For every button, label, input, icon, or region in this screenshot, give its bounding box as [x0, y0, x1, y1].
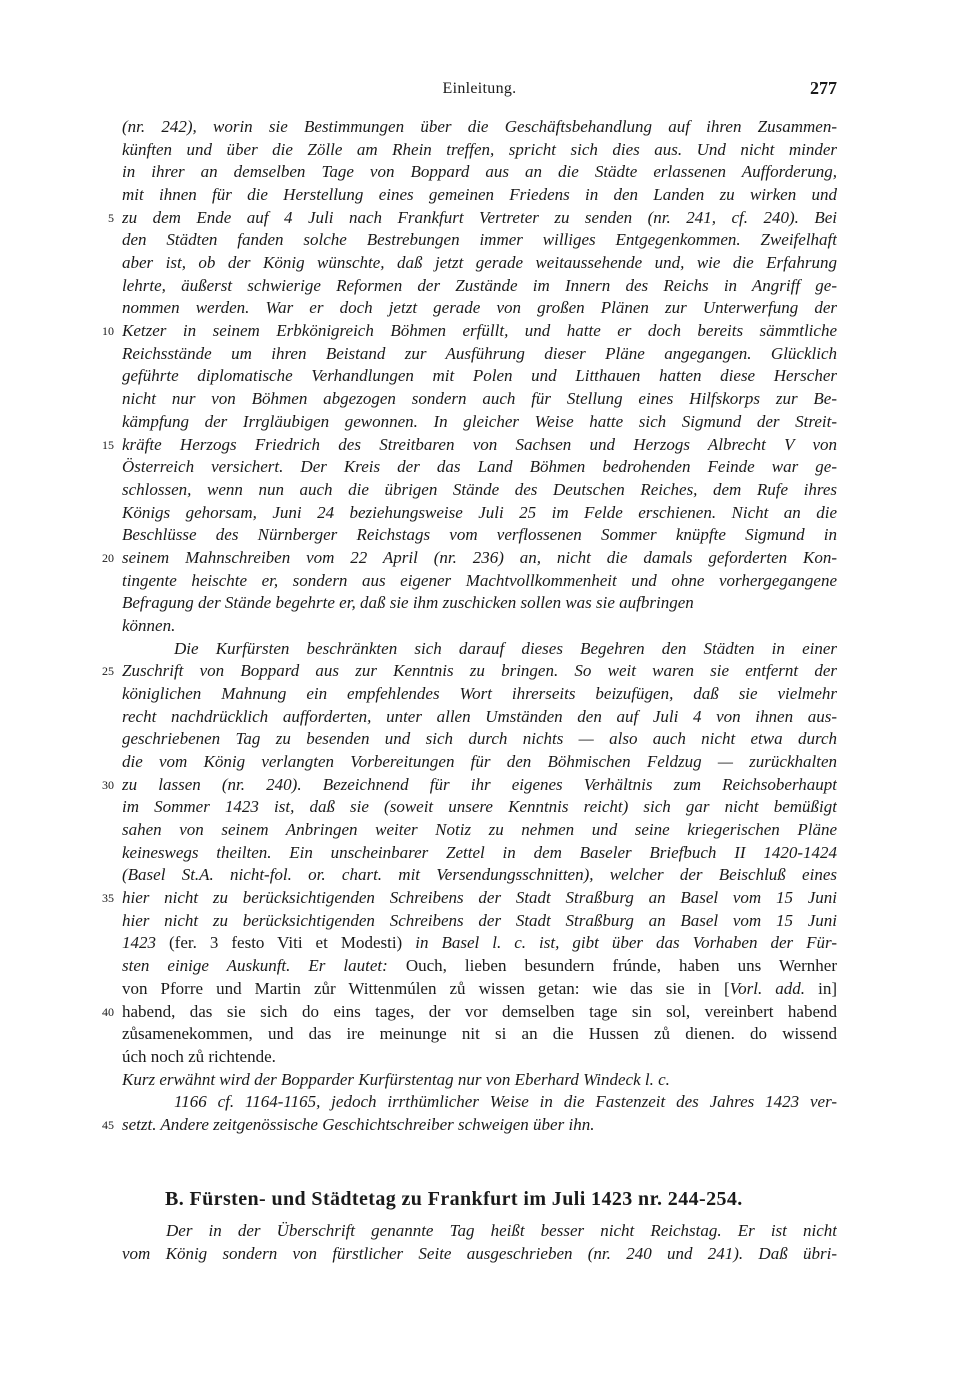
text-line: (nr. 242), worin sie Bestimmungen über die Geschäftsbehandlung auf ihren Zusammen-: [122, 117, 837, 136]
line-number: 10: [102, 324, 114, 339]
text-run: (fer. 3 festo Viti et Modesti): [156, 933, 416, 953]
text-run: in]: [805, 978, 837, 998]
line-number: 5: [108, 210, 114, 225]
text-line: habend, das sie sich do eins tages, der vor demselben tage sin sol, vereinbert habend: [122, 1001, 837, 1021]
text-line: zu lassen (nr. 240). Bezeichnend für ihr eigenes Verhältnis zum Reichsoberhaupt: [122, 774, 837, 794]
text-line: keineswegs theilten. Ein unscheinbarer Zettel in dem Baseler Briefbuch II 1420-1424: [122, 842, 837, 862]
text-line: künften und über die Zölle am Rhein treffen, spricht sich dies aus. Und nicht minder: [122, 139, 837, 159]
text-run: sten einige Auskunft. Er lautet:: [122, 956, 406, 976]
text-line: [122, 977, 837, 1000]
section-text-line: Der in der Überschrift genannte Tag heißt besser nicht Reichstag. Er ist nicht: [166, 1221, 837, 1240]
text-line: [122, 909, 837, 932]
text-line: úch noch zů richtende.: [122, 1046, 276, 1066]
text-line: nommen werden. War er doch jetzt gerade von großen Plänen zur Unterwerfung der: [122, 298, 837, 318]
section-heading: B. Fürsten- und Städtetag zu Frankfurt im Juli 1423 nr. 244-254.: [165, 1188, 743, 1210]
text-run: in Basel l. c. ist, gibt über das Vorhaben der Für-: [415, 933, 837, 953]
line-number: 40: [102, 1004, 114, 1019]
text-line: Königs gehorsam, Juni 24 beziehungsweise Juli 25 im Felde erschienen. Nicht an die: [122, 502, 837, 522]
text-line: aber ist, ob der König wünschte, daß jetzt gerade weitaussehende und, wie die Erfahrung: [122, 253, 837, 273]
text-line: mit ihnen für die Herstellung eines gemeinen Friedens in den Landen zu wirken und: [122, 185, 837, 205]
text-line: zu dem Ende auf 4 Juli nach Frankfurt Vertreter zu senden (nr. 241, cf. 240). Bei: [122, 207, 837, 227]
text-line: lehrte, äußerst schwierige Reformen der Zustände im Innern des Reichs in Angriff ge-: [122, 275, 837, 295]
text-line: hier nicht zu berücksichtigenden Schreibens der Stadt Straßburg an Basel vom 15 Juni: [122, 888, 837, 908]
line-number: 15: [102, 437, 114, 452]
text-line: schlossen, wenn nun auch die übrigen Stände des Deutschen Reiches, dem Rufe ihres: [122, 479, 837, 499]
text-line: in ihrer an demselben Tage von Boppard aus an die Städte erlassenen Aufforderung,: [122, 162, 837, 182]
running-header: [122, 80, 837, 106]
text-run: Ouch, lieben besundern frúnde, haben uns Wernher: [405, 956, 837, 976]
text-line: [122, 954, 837, 977]
text-run: hier nicht zu berücksichtigenden Schreibens der Stadt Straßburg an Basel vom 15 Juni: [122, 910, 837, 930]
section-text-line: vom König sondern von fürstlicher Seite ausgeschrieben (nr. 240 und 241). Daß übri-: [122, 1244, 837, 1263]
text-line: kräfte Herzogs Friedrich des Streitbaren von Sachsen und Herzogs Albrecht V von: [122, 434, 837, 454]
text-line: sahen von seinem Anbringen weiter Notiz zu nehmen und seine kriegerischen Pläne: [122, 820, 837, 840]
text-line: Zuschrift von Boppard aus zur Kenntnis zu bringen. So weit waren sie entfernt der: [122, 661, 837, 681]
line-number: 45: [102, 1117, 114, 1132]
text-run: Vorl. add.: [729, 978, 806, 998]
text-line: tingente heischte er, sondern aus eigener Machtvollkommenheit und ohne vorhergegangene: [122, 570, 837, 590]
text-run: 1423: [122, 933, 156, 953]
text-line: können.: [122, 615, 176, 635]
text-line: setzt. Andere zeitgenössische Geschichtschreiber schweigen über ihn.: [122, 1114, 595, 1134]
text-line: im Sommer 1423 ist, daß sie (soweit unsere Kenntnis reicht) sich gar nicht bemüßigt: [122, 797, 837, 817]
line-number: 20: [102, 550, 114, 565]
text-line: Beschlüsse des Nürnberger Reichstags vom verflossenen Sommer knüpfte Sigmund in: [122, 525, 837, 545]
text-line: geführte diplomatische Verhandlungen mit Polen und Litthauen hatten diese Herscher: [122, 366, 837, 386]
header-title: Einleitung.: [442, 80, 517, 97]
text-line: Befragung der Stände begehrte er, daß sie ihm zuschicken sollen was sie aufbringen: [122, 593, 694, 613]
text-line: Kurz erwähnt wird der Bopparder Kurfürstentag nur von Eberhard Windeck l. c.: [122, 1069, 670, 1089]
text-line: seinem Mahnschreiben vom 22 April (nr. 236) an, nicht die damals geforderten Kon-: [122, 547, 837, 567]
line-number: 35: [102, 891, 114, 906]
text-line: zůsamenekommen, und das ire meinunge nit si an die Hussen zů dienen. do wissend: [122, 1024, 837, 1044]
text-line: nicht nur von Böhmen abgezogen sondern auch für Stellung eines Hilfskorps zur Be-: [122, 389, 837, 409]
text-line: Die Kurfürsten beschränkten sich darauf dieses Begehren den Städten in einer: [174, 638, 837, 658]
line-number: 30: [102, 777, 114, 792]
text-line: 1166 cf. 1164-1165, jedoch irrthümlicher Weise in die Fastenzeit des Jahres 1423 ver-: [174, 1092, 837, 1112]
text-line: königlichen Mahnung ein empfehlendes Wort ihrerseits beizufügen, daß sie vielmehr: [122, 684, 837, 703]
text-line: (Basel St.A. nicht-fol. or. chart. mit Versendungsschnitten), welcher der Beischluß eines: [122, 865, 837, 885]
text-line: den Städten fanden solche Bestrebungen immer williges Entgegenkommen. Zweifelhaft: [122, 230, 837, 250]
text-run: von Pforre und Martin zůr Wittenmúlen zů wissen getan: wie das sie in [: [122, 978, 730, 998]
text-line: die vom König verlangten Vorbereitungen für den Böhmischen Feldzug — zurückhalten: [122, 752, 837, 772]
page-number: 277: [810, 78, 837, 98]
text-line: Ketzer in seinem Erbkönigreich Böhmen erfüllt, und hatte er doch bereits sämmtliche: [122, 321, 837, 341]
text-line: [122, 931, 837, 954]
text-line: Reichsstände um ihren Beistand zur Ausführung dieser Pläne angegangen. Glücklich: [122, 343, 837, 363]
text-line: geschriebenen Tag zu besenden und sich durch nichts — also auch nicht etwa durch: [122, 729, 837, 749]
line-number: 25: [102, 664, 114, 679]
text-line: Österreich versichert. Der Kreis der das Land Böhmen bedrohenden Feinde war ge-: [122, 457, 837, 477]
text-line: recht nachdrücklich aufforderten, unter allen Umständen den auf Juli 4 von ihnen aus-: [122, 706, 837, 726]
text-line: kämpfung der Irrgläubigen gewonnen. In gleicher Weise hatte sich Sigmund der Streit-: [122, 411, 837, 431]
